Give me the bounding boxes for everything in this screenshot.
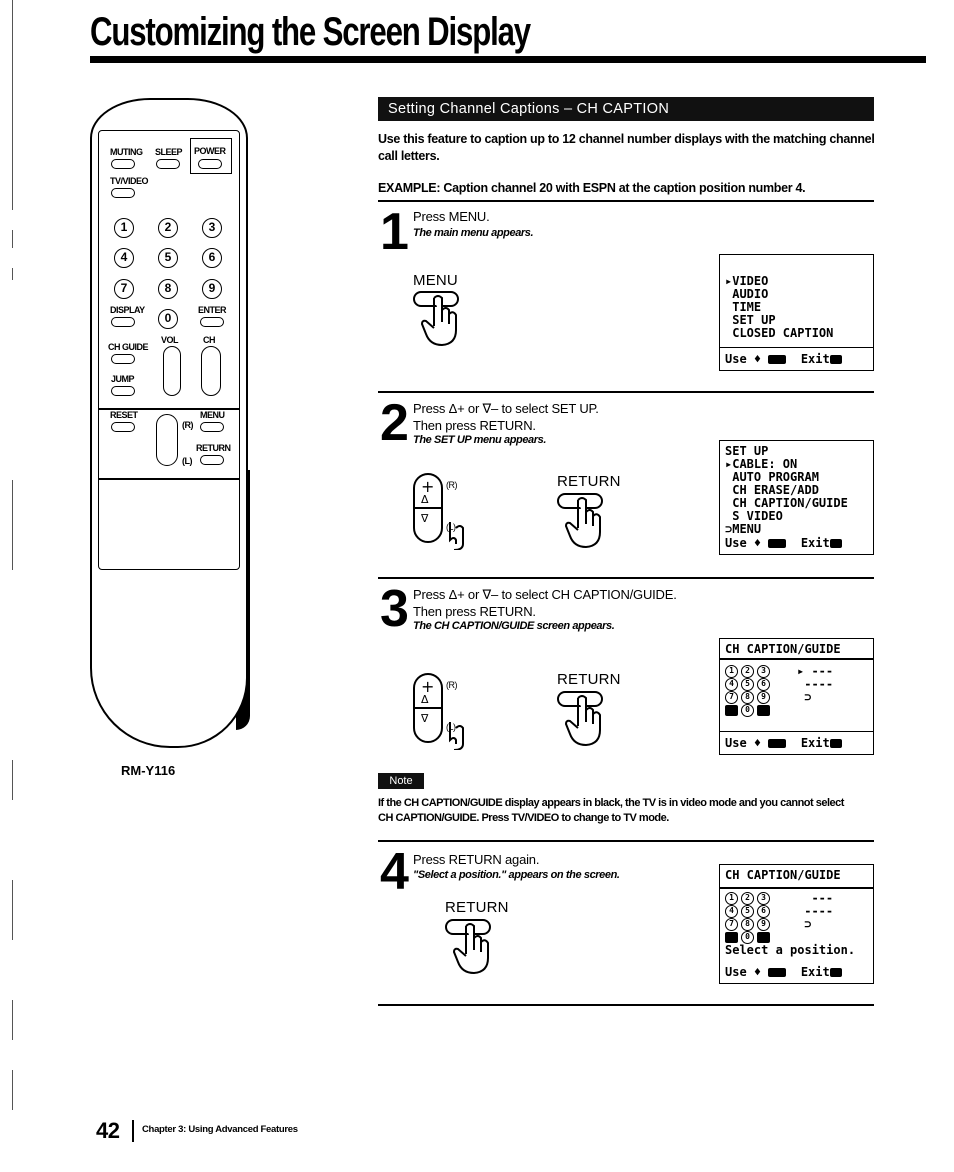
pad-r-label: (R) <box>446 480 457 490</box>
title-rule <box>90 56 926 63</box>
step-rule <box>378 840 874 842</box>
num-key-1[interactable]: 1 <box>114 218 134 238</box>
step-number: 1 <box>380 203 407 261</box>
select-key-icon <box>768 539 786 548</box>
osd-footer <box>725 737 842 750</box>
step-rule <box>378 1004 874 1006</box>
pad-l-label: (L) <box>446 522 456 532</box>
setup-menu-screen <box>719 440 874 555</box>
step-result: The CH CAPTION/GUIDE screen appears. <box>413 620 615 632</box>
pad-l-label: (L) <box>446 722 456 732</box>
exit-key-icon <box>830 539 842 548</box>
svg-text:Δ: Δ <box>421 493 429 506</box>
osd-position-2: 2 <box>741 892 754 905</box>
ch-caption-screen <box>719 638 874 755</box>
osd-key-icon <box>725 932 738 943</box>
step-result: The SET UP menu appears. <box>413 434 547 446</box>
osd-position-4: 4 <box>725 905 738 918</box>
page-title: Customizing the Screen Display <box>90 10 530 54</box>
osd-divider <box>720 731 873 733</box>
hand-press-icon <box>412 288 464 348</box>
osd-position-6: 6 <box>757 678 770 691</box>
osd-enter-icon <box>757 705 770 716</box>
osd-caption-slot: ▸ --- <box>797 664 834 678</box>
muting-label: MUTING <box>110 147 143 157</box>
chguide-label: CH GUIDE <box>108 342 149 352</box>
osd-position-1: 1 <box>725 665 738 678</box>
osd-menu-item: S VIDEO <box>725 509 783 523</box>
num-key-0[interactable]: 0 <box>158 309 178 329</box>
osd-exit-label: Exit <box>800 736 830 750</box>
l-label: (L) <box>182 456 192 466</box>
step-rule <box>378 577 874 579</box>
chguide-button[interactable] <box>111 354 135 364</box>
osd-row <box>725 691 868 704</box>
osd-position-8: 8 <box>741 918 754 931</box>
osd-screen-title: CH CAPTION/GUIDE <box>725 642 841 656</box>
muting-button[interactable] <box>111 159 135 169</box>
step-result: The main menu appears. <box>413 227 534 239</box>
menu-button[interactable] <box>200 422 224 432</box>
section-title: Setting Channel Captions – CH CAPTION <box>388 101 670 117</box>
example-text: EXAMPLE: Caption channel 20 with ESPN at the caption position number 4. <box>378 181 806 195</box>
osd-menu-item: CH ERASE/ADD <box>725 483 819 497</box>
num-key-4[interactable]: 4 <box>114 248 134 268</box>
osd-position-1: 1 <box>725 892 738 905</box>
page-number: 42 <box>96 1118 120 1143</box>
osd-status-message: Select a position. <box>725 943 856 957</box>
osd-position-6: 6 <box>757 905 770 918</box>
ch-caption-select-screen <box>719 864 874 984</box>
num-key-8[interactable]: 8 <box>158 279 178 299</box>
display-button[interactable] <box>111 317 135 327</box>
num-key-9[interactable]: 9 <box>202 279 222 299</box>
osd-position-5: 5 <box>741 905 754 918</box>
osd-divider <box>720 658 873 660</box>
svg-text:∇: ∇ <box>421 512 429 525</box>
num-key-7[interactable]: 7 <box>114 279 134 299</box>
osd-menu-item: SET UP <box>725 444 769 458</box>
return-button[interactable] <box>200 455 224 465</box>
button-label: RETURN <box>445 899 509 916</box>
exit-key-icon <box>830 355 842 364</box>
osd-menu-item: CLOSED CAPTION <box>725 326 834 340</box>
num-key-5[interactable]: 5 <box>158 248 178 268</box>
select-key-icon <box>768 968 786 977</box>
svg-text:+: + <box>421 477 435 496</box>
osd-position-7: 7 <box>725 691 738 704</box>
osd-position-8: 8 <box>741 691 754 704</box>
margin-mark <box>12 880 13 940</box>
osd-position-9: 9 <box>757 691 770 704</box>
button-label: RETURN <box>557 671 621 688</box>
step-instruction: Then press RETURN. <box>413 604 536 619</box>
osd-position-3: 3 <box>757 892 770 905</box>
osd-position-9: 9 <box>757 918 770 931</box>
osd-divider <box>720 887 873 889</box>
osd-position-2: 2 <box>741 665 754 678</box>
osd-menu-item: TIME <box>725 300 762 314</box>
osd-position-5: 5 <box>741 678 754 691</box>
ch-label: CH <box>203 335 215 345</box>
osd-position-4: 4 <box>725 678 738 691</box>
step-number: 2 <box>380 394 407 452</box>
volume-rocker[interactable] <box>163 346 181 396</box>
osd-menu-item: AUDIO <box>725 287 769 301</box>
footer-separator <box>132 1120 134 1142</box>
osd-caption-slot: ---- <box>797 904 834 918</box>
osd-caption-slot: ---- <box>797 677 834 691</box>
main-menu-screen <box>719 254 874 371</box>
osd-menu-item: ▸CABLE: ON <box>725 457 798 471</box>
reset-button[interactable] <box>111 422 135 432</box>
note-badge: Note <box>378 773 424 789</box>
osd-position-3: 3 <box>757 665 770 678</box>
menu-label: MENU <box>200 410 225 420</box>
hand-press-icon <box>444 916 496 976</box>
osd-menu-item: SET UP <box>725 313 776 327</box>
step-rule <box>378 391 874 393</box>
power-label: POWER <box>194 146 226 156</box>
margin-mark <box>12 230 13 248</box>
osd-row <box>725 918 868 931</box>
remote-model-label: RM-Y116 <box>121 763 176 778</box>
step-instruction: Press Δ+ or ∇– to select CH CAPTION/GUIDE. <box>413 587 677 602</box>
osd-footer <box>725 537 842 550</box>
select-key-icon <box>768 739 786 748</box>
osd-use-label: Use ♦ <box>725 352 762 366</box>
button-label: MENU <box>413 272 458 289</box>
select-key-icon <box>768 355 786 364</box>
sleep-label: SLEEP <box>155 147 183 157</box>
margin-mark <box>12 480 13 570</box>
margin-mark <box>12 760 13 800</box>
enter-label: ENTER <box>198 305 227 315</box>
tvvideo-label: TV/VIDEO <box>110 176 149 186</box>
return-label: RETURN <box>196 443 231 453</box>
display-label: DISPLAY <box>110 305 145 315</box>
margin-mark <box>12 268 13 280</box>
osd-use-label: Use ♦ <box>725 965 762 979</box>
osd-menu-item: ▸VIDEO <box>725 274 769 288</box>
step-result: "Select a position." appears on the screen. <box>413 869 620 881</box>
osd-menu-item: CH CAPTION/GUIDE <box>725 496 848 510</box>
svg-text:+: + <box>421 677 435 696</box>
osd-use-label: Use ♦ <box>725 736 762 750</box>
margin-mark <box>12 1000 13 1040</box>
note-text: If the CH CAPTION/GUIDE display appears in black, the TV is in video mode and you cannot select CH CAPTION/GUIDE. Press TV/VIDEO to change to TV mode. <box>378 797 844 824</box>
pad-r-label: (R) <box>446 680 457 690</box>
step-number: 4 <box>380 843 407 901</box>
jump-label: JUMP <box>111 374 135 384</box>
osd-key-icon <box>725 705 738 716</box>
exit-key-icon <box>830 968 842 977</box>
button-label: RETURN <box>557 473 621 490</box>
margin-mark <box>12 0 13 210</box>
osd-row <box>725 704 868 717</box>
osd-exit-label: Exit <box>800 965 830 979</box>
reset-label: RESET <box>110 410 138 420</box>
vol-label: VOL <box>161 335 179 345</box>
sleep-button[interactable] <box>156 159 180 169</box>
exit-key-icon <box>830 739 842 748</box>
step-instruction: Then press RETURN. <box>413 418 536 433</box>
r-label: (R) <box>182 420 193 430</box>
joystick-pad[interactable] <box>156 414 178 466</box>
svg-text:Δ: Δ <box>421 693 429 706</box>
channel-rocker[interactable] <box>201 346 221 396</box>
tvvideo-button[interactable] <box>111 188 135 198</box>
osd-use-label: Use ♦ <box>725 536 762 550</box>
osd-divider <box>720 347 873 349</box>
osd-screen-title: CH CAPTION/GUIDE <box>725 868 841 882</box>
num-key-3[interactable]: 3 <box>202 218 222 238</box>
enter-button[interactable] <box>200 317 224 327</box>
hand-press-icon <box>556 490 608 550</box>
osd-menu-item: AUTO PROGRAM <box>725 470 819 484</box>
osd-caption-slot: ⊃ <box>797 917 812 931</box>
remote-divider <box>98 478 240 480</box>
num-key-6[interactable]: 6 <box>202 248 222 268</box>
osd-position-0: 0 <box>741 704 754 717</box>
osd-menu-item: ⊃MENU <box>725 522 762 536</box>
margin-mark <box>12 1070 13 1110</box>
power-button[interactable] <box>198 159 222 169</box>
osd-exit-label: Exit <box>800 352 830 366</box>
osd-enter-icon <box>757 932 770 943</box>
step-rule <box>378 200 874 202</box>
osd-exit-label: Exit <box>800 536 830 550</box>
osd-footer <box>725 353 842 366</box>
num-key-2[interactable]: 2 <box>158 218 178 238</box>
svg-text:∇: ∇ <box>421 712 429 725</box>
step-instruction: Press MENU. <box>413 209 490 224</box>
step-instruction: Press RETURN again. <box>413 852 540 867</box>
osd-position-0: 0 <box>741 931 754 944</box>
step-number: 3 <box>380 580 407 638</box>
jump-button[interactable] <box>111 386 135 396</box>
chapter-label: Chapter 3: Using Advanced Features <box>142 1124 298 1135</box>
intro-text: Use this feature to caption up to 12 channel number displays with the matching channel call letters. <box>378 132 875 163</box>
osd-position-7: 7 <box>725 918 738 931</box>
osd-footer <box>725 966 842 979</box>
osd-caption-slot: ⊃ <box>797 690 812 704</box>
osd-caption-slot: --- <box>797 891 834 905</box>
hand-press-icon <box>556 688 608 748</box>
step-instruction: Press Δ+ or ∇– to select SET UP. <box>413 401 599 416</box>
